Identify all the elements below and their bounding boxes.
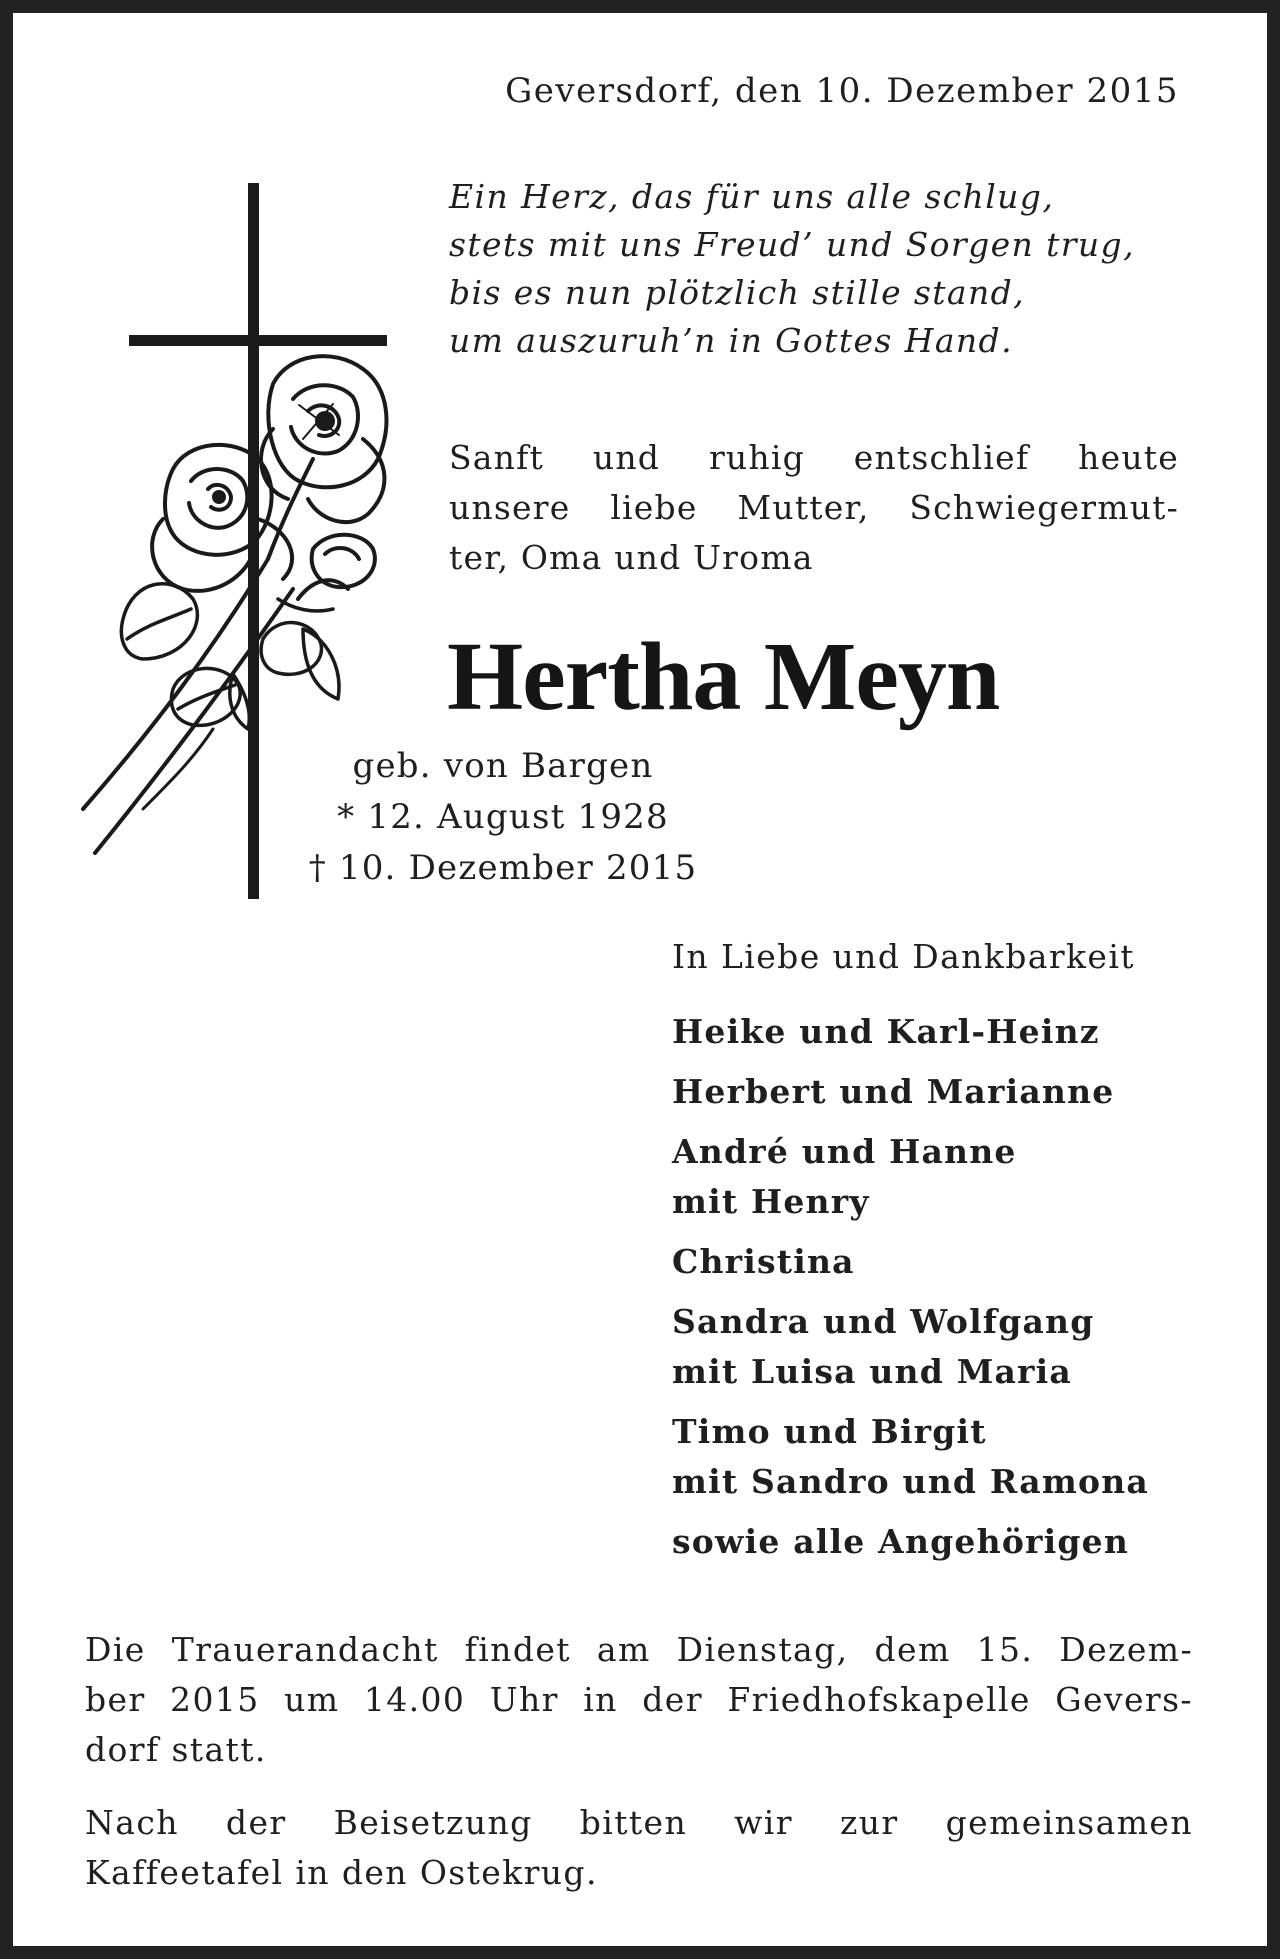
memorial-service-notice	[85, 1625, 1193, 1775]
reception-notice	[85, 1798, 1193, 1898]
intro-line: Sanft und ruhig entschlief heute	[449, 438, 1179, 477]
notice-line: ber 2015 um 14.00 Uhr in der Friedhofskapelle Gevers-	[85, 1680, 1193, 1719]
verse-line: um auszuruh’n in Gottes Hand.	[449, 321, 1013, 360]
mourners-intro: In Liebe und Dankbarkeit	[672, 937, 1135, 976]
mourner-group	[672, 1407, 1149, 1507]
mourner-line: Herbert und Marianne	[672, 1072, 1115, 1111]
mourner-line: Christina	[672, 1242, 855, 1281]
mourner-line: Timo und Birgit	[672, 1412, 987, 1451]
deceased-name: Hertha Meyn	[447, 623, 1000, 731]
mourner-line: sowie alle Angehörigen	[672, 1522, 1130, 1561]
mourner-line: André und Hanne	[672, 1132, 1017, 1171]
mourner-line: mit Luisa und Maria	[672, 1352, 1072, 1391]
birth-date: * 12. August 1928	[337, 797, 669, 837]
mourner-group	[672, 1067, 1149, 1117]
notice-line: Nach der Beisetzung bitten wir zur gemeinsamen	[85, 1803, 1193, 1842]
mourner-group	[672, 1297, 1149, 1397]
mourner-line: Heike und Karl-Heinz	[672, 1012, 1100, 1051]
verse-line: stets mit uns Freud’ und Sorgen trug,	[449, 225, 1135, 264]
mourner-group	[672, 1237, 1149, 1287]
poem-verse	[449, 173, 1135, 365]
intro-line: unsere liebe Mutter, Schwiegermut-	[449, 488, 1179, 527]
verse-line: bis es nun plötzlich stille stand,	[449, 273, 1026, 312]
intro-line: ter, Oma und Uroma	[449, 538, 814, 577]
mourner-line: mit Sandro und Ramona	[672, 1462, 1149, 1501]
mourner-line: mit Henry	[672, 1182, 870, 1221]
notice-line: dorf statt.	[85, 1730, 267, 1769]
notice-line: Die Trauerandacht findet am Dienstag, dem 15. Dezem-	[85, 1630, 1193, 1669]
notice-line: Kaffeetafel in den Ostekrug.	[85, 1853, 598, 1892]
death-announcement-text	[449, 433, 1179, 583]
death-date: † 10. Dezember 2015	[308, 848, 698, 888]
mourner-group	[672, 1517, 1149, 1567]
mourner-group	[672, 1007, 1149, 1057]
mourner-group	[672, 1127, 1149, 1227]
maiden-name: geb. von Bargen	[352, 746, 654, 786]
mourner-line: Sandra und Wolfgang	[672, 1302, 1095, 1341]
life-dates	[13, 741, 1267, 894]
verse-line: Ein Herz, das für uns alle schlug,	[449, 177, 1055, 216]
place-date: Geversdorf, den 10. Dezember 2015	[505, 71, 1179, 111]
mourners-list	[672, 1007, 1149, 1577]
